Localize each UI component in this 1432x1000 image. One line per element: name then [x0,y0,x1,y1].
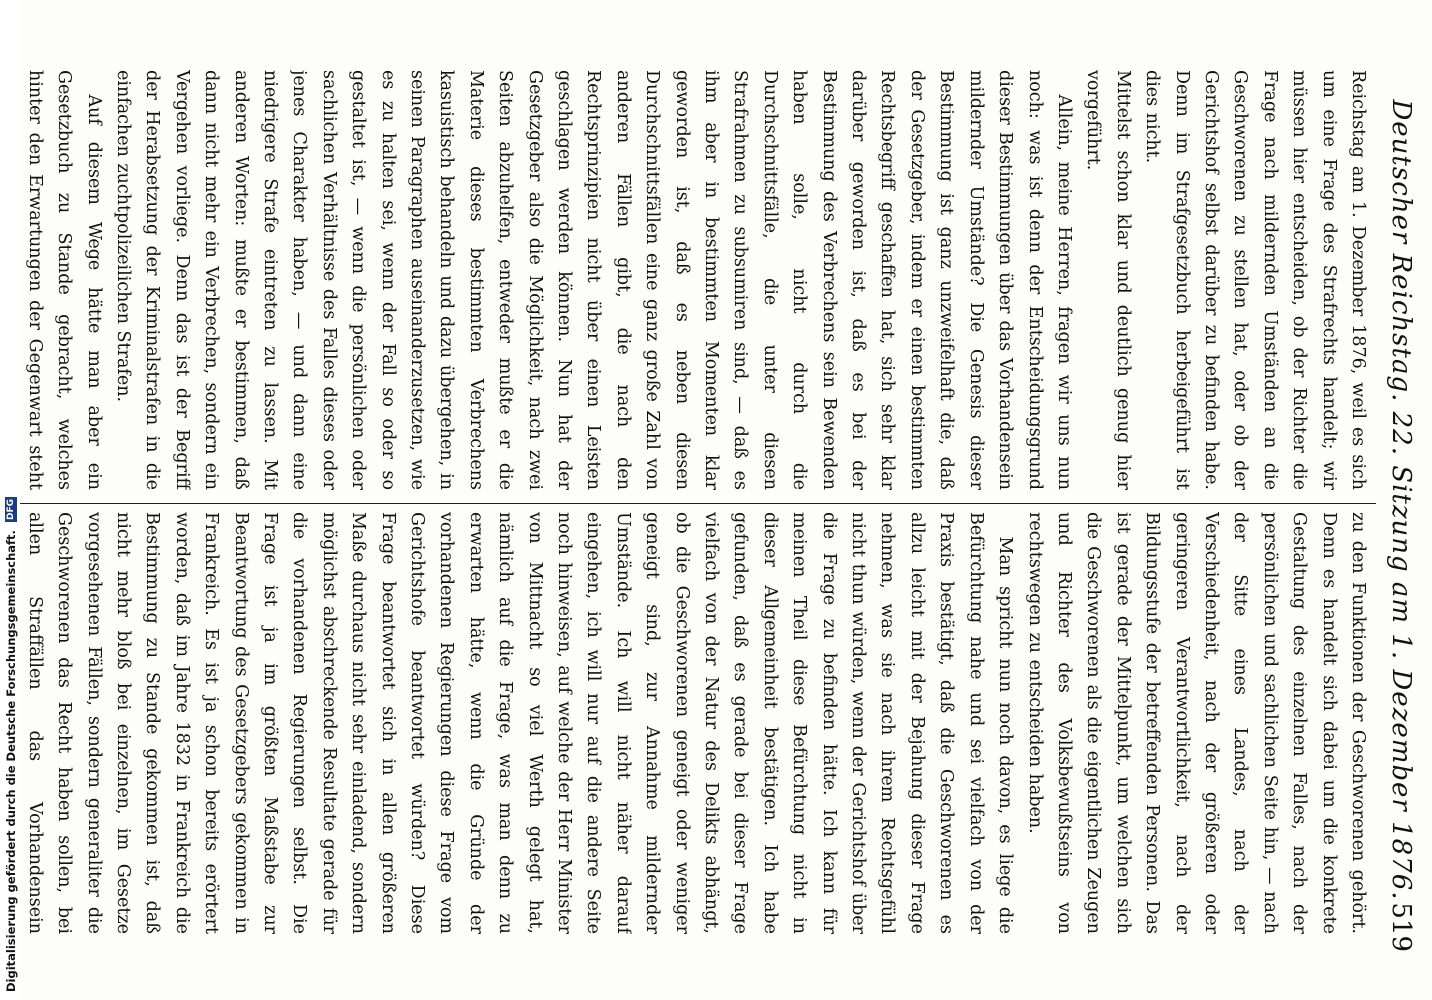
paragraph: Mittelst schon klar und deutlich genug hier vorgeführt. [1083,70,1133,490]
column-divider [0,503,1376,504]
page-header [1384,40,1424,960]
left-column [2,70,1372,490]
paragraph: Allein, meine Herren, fragen wir uns nun noch: was ist denn der Entscheidungsgrund dieser Bestimmungen über das Vorhandensein mildernder Umstände? Die Genesis dieser Bestimmung ist ganz unzweifelhaft die, daß der Gesetzgeber, indem er einen bestimmten Rechtsbegriff geschaffen hat, sich sehr klar darüber geworden ist, daß es bei der Bestimmung des Verbrechens sein Bewenden haben solle, nicht durch die Durchschnittsfälle, die unter diesen Strafrahmen zu subsumiren sind, — daß es ihm aber in bestimmten Momenten klar geworden ist, daß es neben diesen Durchschnittsfällen eine ganz große Zahl von anderen Fällen gibt, die nach den Rechtsprinzipien nicht über einen Leisten geschlagen werden können. Nun hat der Gesetzgeber also die Möglichkeit, nach zwei Seiten abzuhelfen, entweder mußte er die Materie dieses bestimmten Verbrechens kasuistisch behandeln und dazu übergehen, in seinen Paragraphen auseinanderzusetzen, wie es zu halten sei, wenn der Fall so oder so gestaltet ist, — wenn die persönlichen oder sachlichen Verhältnisse des Falles dieses oder jenes Charakter haben, — und dann eine niedrigere Strafe eintreten zu lassen. Mit anderen Worten: mußte er bestimmen, daß dann nicht mehr ein Verbrechen, sondern ein Vergehen vorliege. Denn das ist der Begriff der Herabsetzung der Kriminalstrafen in die einfachen zuchtpolizeilichen Strafen. [112,70,1074,490]
credit-text: Digitalisierung gefördert durch die Deutsche Forschungsgemeinschaft. [4,530,18,992]
paragraph: zu den Funktionen der Geschworenen gehört. Denn es handelt sich dabei um die konkrete Gestaltung des einzelnen Falles, nach der persönlichen und sachlichen Seite hin, — nach der Sitte eines Landes, nach der Verschiedenheit, nach der größeren oder geringeren Verantwortlichkeit, nach der Bildungsstufe der betreffenden Personen. Das ist gerade der Mittelpunkt, um welchen sich die Geschworenen als die eigentlichen Zeugen und Richter des Volksbewußtseins von rechtswegen zu entscheiden haben. [1024,512,1368,934]
credit-label [4,32,18,992]
paragraph: Man spricht nun noch davon, es liege die Befürchtung nahe und sei vielfach von der Praxis bestätigt, daß die Geschworenen es allzu leicht mit der Bejahung dieser Frage nehmen, was sie nach ihrem Rechtsgefühl nicht thun würden, wenn der Gerichtshof über die Frage zu befinden hätte. Ich kann für meinen Theil diese Befürchtung nicht in dieser Allgemeinheit bestätigen. Ich habe gefunden, daß es gerade bei dieser Frage vielfach von der Natur des Delikts abhängt, ob die Geschworenen geneigt oder weniger geneigt sind, zur Annahme mildernder Umstände. Ich will nicht näher darauf eingehen, ich will nur auf die andere Seite noch hinweisen, auf welche der Herr Minister von Mittnacht so viel Werth gelegt hat, nämlich auf die Frage, was man denn zu erwarten hätte, wenn die Gründe der vorhandenen Regierungen diese Frage vom Gerichtshofe beantwortet würden? Diese Frage beantwortet sich in allen größeren Maße durchaus nicht sehr einladend, sondern möglichst abschreckende Resultate gerade für die vorhandenen Regierungen selbst. Die Frage ist ja im größten Maßstabe zur Beantwortung des Gesetzgebers gekommen in Frankreich. Es ist ja schon bereits erörtert worden, daß im Jahre 1832 in Frankreich die Bestimmung zu Stande gekommen ist, daß nicht mehr bloß bei einzelnen, im Gesetze vorgesehenen Fällen, sondern generaliter die Geschworenen das Recht haben sollen, bei allen Straffällen das Vorhandensein [24,512,1016,934]
credit-strip [0,0,20,1000]
dfg-logo: DFG [6,499,16,521]
right-column [2,512,1372,934]
paragraph: Auf diesem Wege hätte man aber ein Gesetzbuch zu Stande gebracht, welches hinter den Erwartungen der Gegenwart steht [24,70,104,490]
running-title: Deutscher Reichstag. 22. Sitzung am 1. Dezember 1876. [1386,99,1416,901]
page-number: 519 [1386,902,1416,952]
paragraph: Reichstag am 1. Dezember 1876, weil es sich um eine Frage des Strafrechts handelt; wir müssen hier entscheiden, ob der Richter die Frage nach mildernden Umständen an die Geschworenen zu stellen hat, oder ob der Gerichtshof selbst darüber zu befinden habe. Denn im Strafgesetzbuch herbeigeführt ist dies nicht. [1142,70,1368,490]
